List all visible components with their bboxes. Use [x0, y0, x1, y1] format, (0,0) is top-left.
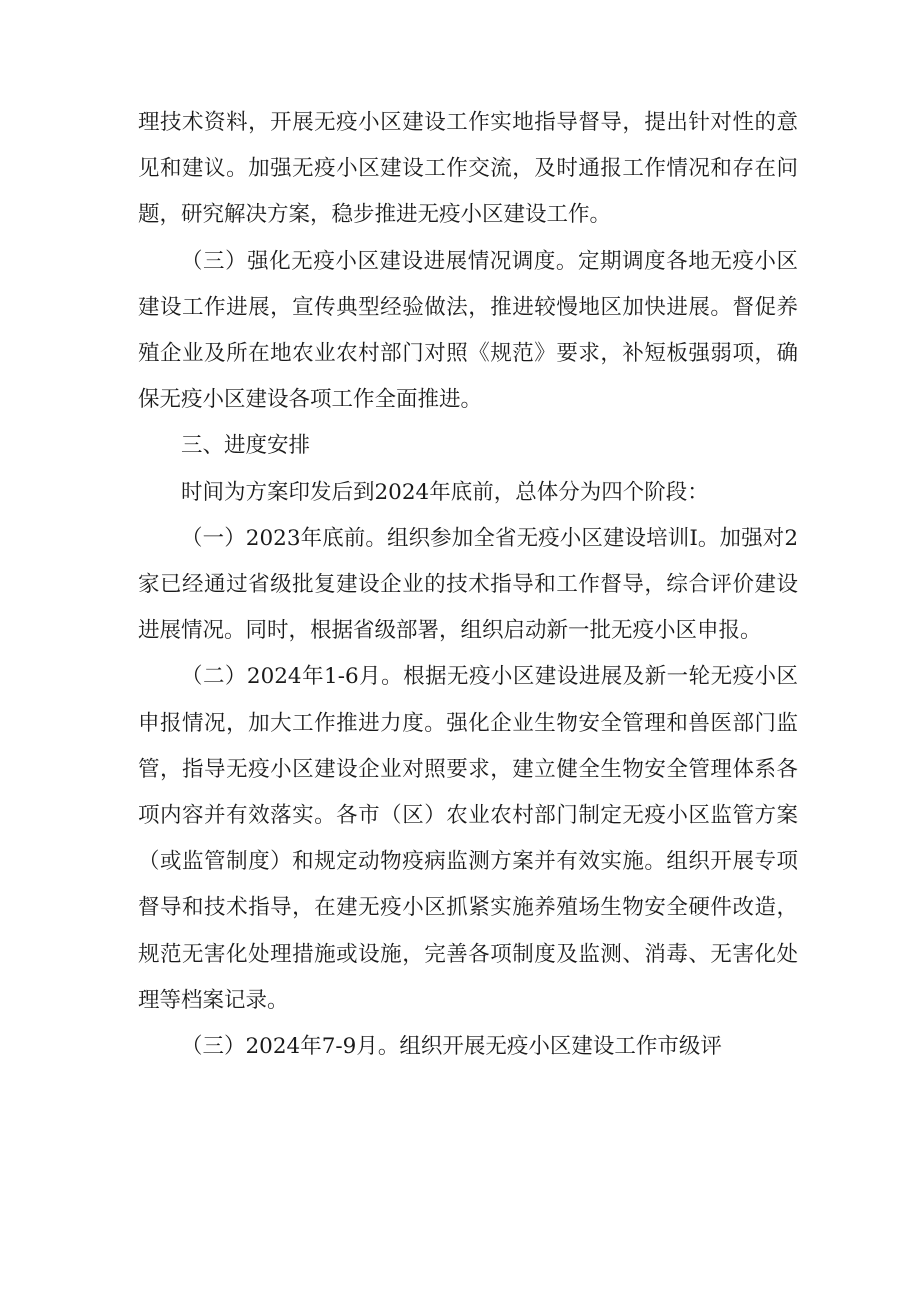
paragraph-stage-3: （三）2024年7-9月。组织开展无疫小区建设工作市级评 — [181, 1034, 722, 1060]
paragraph-continuation: 理技术资料，开展无疫小区建设工作实地指导督导，提出针对性的意见和建议。加强无疫小区建设工作交流，及时通报工作情况和存在问题，研究解决方案，稳步推进无疫小区建设工作。 — [138, 110, 798, 228]
paragraph-schedule-intro: 时间为方案印发后到2024年底前，总体分为四个阶段： — [181, 479, 709, 505]
paragraph-stage-1: （一）2023年底前。组织参加全省无疫小区建设培训I。加强对2家已经通过省级批复建设企业的技术指导和工作督导，综合评价建设进展情况。同时，根据省级部署，组织启动新一批无疫小区申报。 — [138, 525, 798, 644]
section-heading-schedule: 三、进度安排 — [181, 433, 311, 459]
document-body — [138, 100, 798, 1070]
paragraph-stage-2: （二）2024年1-6月。根据无疫小区建设进展及新一轮无疫小区申报情况，加大工作推进力度。强化企业生物安全管理和兽医部门监管，指导无疫小区建设企业对照要求，建立健全生物安全管理体系各项内容并有效落实。各市（区）农业农村部门制定无疫小区监管方案（或监管制度）和规定动物疫病监测方案并有效实施。组织开展专项督导和技术指导，在建无疫小区抓紧实施养殖场生物安全硬件改造，规范无害化处理措施或设施，完善各项制度及监测、消毒、无害化处理等档案记录。 — [138, 664, 798, 1013]
paragraph-section-3-item-3: （三）强化无疫小区建设进展情况调度。定期调度各地无疫小区建设工作进展，宣传典型经验做法，推进较慢地区加快进展。督促养殖企业及所在地农业农村部门对照《规范》要求，补短板强弱项，确保无疫小区建设各项工作全面推进。 — [138, 248, 798, 413]
